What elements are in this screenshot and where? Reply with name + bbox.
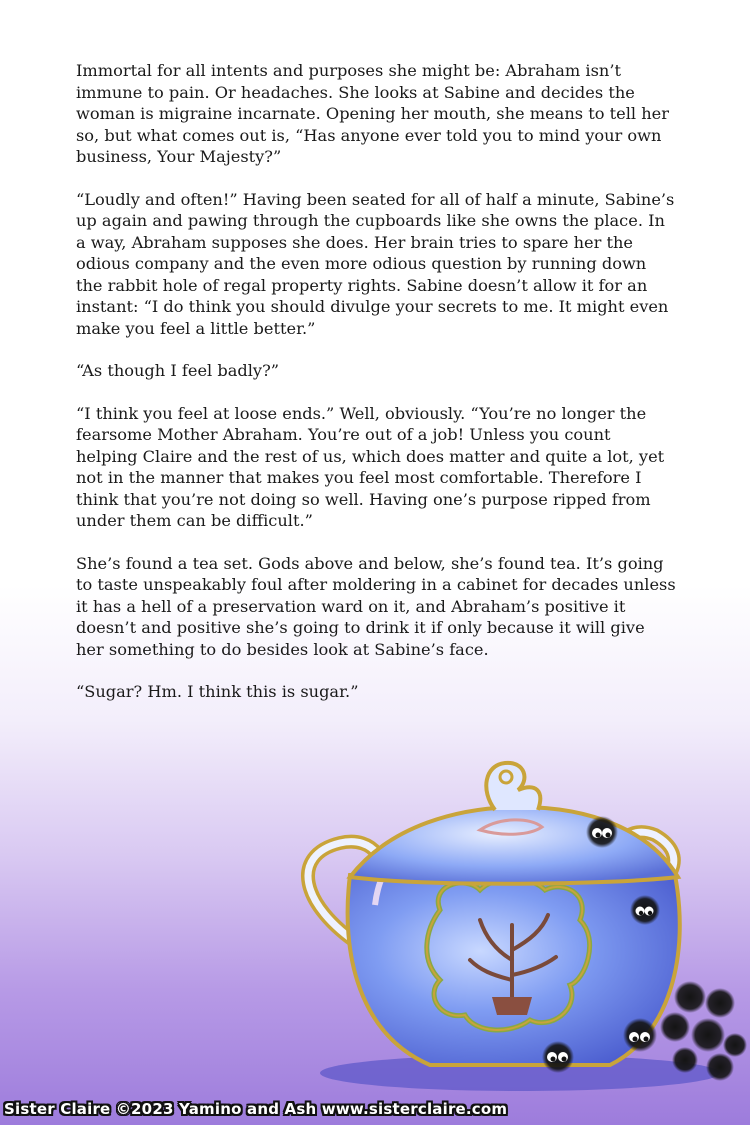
paragraph: Immortal for all intents and purposes she might be: Abraham isn’t immune to pain. Or headaches. She looks at Sabine and decides the woman is migraine incarnate. Opening her mouth, she means to tell her so, but what comes out is, “Has anyone ever told you to mind your own business, Your Majesty?”	[76, 61, 669, 166]
soot-sprite	[630, 895, 660, 925]
soot-sprite	[542, 1041, 574, 1073]
paragraph: “I think you feel at loose ends.” Well, obviously. “You’re no longer the fearsome Mother Abraham. You’re out of a job! Unless you count helping Claire and the rest of us, which does matter and quite a lot, yet not in the manner that makes you feel most comfortable. Therefore I think that you’re not doing so well. Having one’s purpose ripped from under them can be difficult.”	[76, 403, 665, 530]
soot-sprite	[586, 816, 618, 848]
footer-credit: Sister Claire ©2023 Yamino and Ash www.sisterclaire.com	[4, 1100, 508, 1118]
paragraph: “Sugar? Hm. I think this is sugar.”	[76, 682, 359, 701]
soot-sprite	[623, 1018, 657, 1052]
paragraph: “As though I feel badly?”	[76, 361, 280, 380]
story-text	[76, 60, 676, 724]
paragraph: She’s found a tea set. Gods above and below, she’s found tea. It’s going to taste unspeakably foul after moldering in a cabinet for decades unless it has a hell of a preservation ward on it, and Abraham’s positive it doesn’t and positive she’s going to drink it if only because it will give her something to do besides look at Sabine’s face.	[76, 553, 676, 659]
sugar-bowl-illustration	[280, 735, 750, 1095]
lid-knob	[486, 763, 540, 810]
paragraph: “Loudly and often!” Having been seated for all of half a minute, Sabine’s up again and pawing through the cupboards like she owns the place. In a way, Abraham supposes she does. Her brain tries to spare her the odious company and the even more odious question by running down the rabbit hole of regal property rights. Sabine doesn’t allow it for an instant: “I do think you should divulge your secrets to me. It might even make you feel a little better.”	[76, 189, 675, 338]
